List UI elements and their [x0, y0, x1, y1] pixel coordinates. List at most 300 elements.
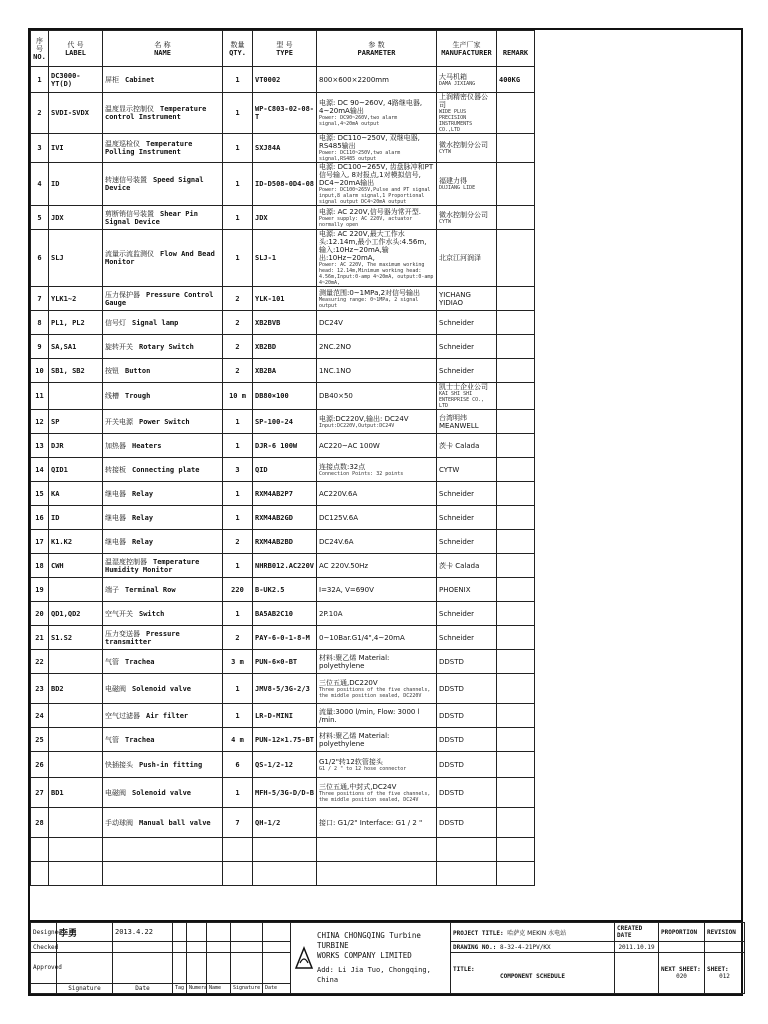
table-row	[31, 458, 535, 482]
row-type: MFH-5/3G-D/D-B	[255, 788, 315, 797]
row-param-main: G1/2"转12软管接头	[319, 757, 383, 766]
col-date-2: Date	[263, 983, 291, 993]
row-qty: 1	[235, 513, 240, 522]
row-qty: 2	[235, 294, 240, 303]
header-mfr-zh: 生产厂家	[452, 40, 481, 49]
row-no: 6	[37, 254, 42, 262]
row-manufacturer-sub: CYTW	[439, 218, 452, 225]
row-no: 24	[35, 711, 44, 720]
row-type: PUN-12×1.75-BT	[255, 735, 315, 744]
table-row	[31, 410, 535, 434]
row-no: 1	[37, 75, 42, 84]
row-name-zh: 继电器	[105, 489, 126, 498]
row-name-en: Power Switch	[139, 417, 190, 426]
row-type: NHRB012.AC220V	[255, 561, 315, 570]
next-sheet-label: NEXT SHEET:	[661, 965, 701, 973]
row-name-en: Relay	[132, 513, 154, 522]
row-param-main: AC 220V.50Hz	[319, 561, 369, 570]
row-manufacturer: Schneider	[439, 342, 475, 351]
row-name-en: Connecting plate	[132, 465, 200, 474]
col-tag: Tag	[173, 983, 187, 993]
row-qty: 2	[235, 318, 240, 327]
row-name-zh: 快插接头	[105, 760, 133, 769]
row-no: 27	[35, 788, 44, 797]
row-param-sub: Three positions of the five channels, the middle position sealed, DC24V	[319, 790, 431, 803]
row-manufacturer: 上润精密仪器公司	[439, 93, 488, 109]
row-param-sub: Power supply: AC 220V, actuator normally open	[319, 215, 413, 228]
row-name-en: Switch	[139, 609, 165, 618]
header-mfr-en: MANUFACTURER	[441, 48, 492, 57]
table-row	[31, 93, 535, 134]
row-manufacturer: Schneider	[439, 366, 475, 375]
row-param-main: 材料:聚乙烯 Material: polyethylene	[319, 731, 390, 748]
sheet-number: 012	[719, 972, 730, 980]
row-param-main: 800×600×2200mm	[319, 75, 389, 84]
row-qty: 2	[235, 342, 240, 351]
row-manufacturer-sub: WIDE PLUS PRECISION INSTRUMENTS CO.,LTD	[439, 109, 473, 133]
row-qty: 4 m	[231, 735, 244, 744]
table-row	[31, 311, 535, 335]
row-manufacturer: 茨卡 Calada	[439, 441, 480, 450]
row-name-zh: 按钮	[105, 366, 119, 375]
row-label: PL1, PL2	[51, 318, 85, 327]
row-label: BD1	[51, 788, 64, 797]
header-qty-zh: 数量	[230, 40, 245, 49]
row-param-sub: Power: AC 220V, The maximum working head: 12.14m,Minimum working head: 4.56m,Input:0-amp 4~20mA, output:0-amp 4~20mA,	[319, 262, 434, 286]
col-name: Name	[207, 983, 231, 993]
row-type: RXM4AB2P7	[255, 489, 293, 498]
row-qty: 1	[235, 788, 240, 797]
row-no: 5	[37, 213, 42, 222]
row-label: SP	[51, 417, 60, 426]
row-type: YLK-101	[255, 294, 285, 303]
next-sheet: 020	[676, 972, 687, 980]
row-name-en: Solenoid valve	[132, 788, 192, 797]
header-no-en: NO.	[33, 52, 46, 61]
designed-label: Designed	[31, 923, 57, 942]
row-name-zh: 空气过滤器	[105, 711, 140, 720]
row-no: 9	[37, 342, 42, 351]
row-type: JMV8-5/3G-2/3	[255, 684, 310, 693]
row-no: 4	[37, 180, 42, 188]
row-manufacturer: CYTW	[439, 465, 460, 474]
header-param-zh: 参 数	[368, 40, 385, 49]
header-param-en: PARAMETER	[357, 48, 396, 57]
table-row	[31, 359, 535, 383]
table-row	[31, 626, 535, 650]
row-qty: 1	[235, 417, 240, 426]
col-signature-2: Signature	[231, 983, 263, 993]
table-row	[31, 134, 535, 163]
row-manufacturer-sub: CYTW	[439, 149, 452, 155]
row-name-en: Air filter	[146, 711, 189, 720]
row-type: QH-1/2	[255, 818, 281, 827]
title-label: TITLE:	[453, 965, 475, 973]
row-manufacturer: YICHANG YIDIAO	[439, 290, 471, 307]
company-logo-icon	[295, 947, 313, 969]
row-param-main: 电源: DC 90~260V, 4路继电器, 4~20mA输出	[319, 99, 423, 115]
table-row-empty	[31, 838, 535, 862]
row-manufacturer: DDSTD	[439, 818, 464, 827]
row-qty: 6	[235, 760, 240, 769]
table-row	[31, 752, 535, 778]
row-qty: 10 m	[229, 392, 246, 400]
row-name-en: Temperature Polling Instrument	[105, 140, 193, 156]
table-row	[31, 287, 535, 311]
row-name-en: Trachea	[125, 735, 155, 744]
row-manufacturer: 凯士士企业公司	[439, 383, 488, 391]
row-param-main: I=32A, V=690V	[319, 585, 374, 594]
table-row	[31, 506, 535, 530]
row-param-main: 电源:DC220V,输出: DC24V	[319, 414, 409, 423]
row-name-zh: 温度巡检仪	[105, 140, 140, 148]
table-row	[31, 67, 535, 93]
row-manufacturer: Schneider	[439, 489, 475, 498]
project-title: 哈萨克 MEKIN 水电站	[507, 929, 567, 937]
title-block	[30, 920, 741, 994]
row-qty: 1	[235, 684, 240, 693]
row-manufacturer: DDSTD	[439, 760, 464, 769]
sheet-label: SHEET:	[707, 965, 729, 973]
row-manufacturer: Schneider	[439, 609, 475, 618]
row-name-en: Pressure Control Gauge	[105, 290, 214, 307]
table-row	[31, 778, 535, 808]
row-qty: 7	[235, 818, 240, 827]
row-name-zh: 压力保护器	[105, 290, 140, 299]
row-param-main: 测量范围:0~1MPa,2对信号输出	[319, 288, 421, 297]
row-name-zh: 继电器	[105, 513, 126, 522]
row-label: YLK1~2	[51, 294, 77, 303]
row-param-sub: Power: DC100~265V,Pulse and PT signal input,8 alarm signal,1 Proportional signal output DC4~20mA output	[319, 187, 431, 205]
row-manufacturer: 台湾明纬 MEANWELL	[439, 413, 479, 430]
row-label: S1.S2	[51, 633, 73, 642]
row-manufacturer: 茨卡 Calada	[439, 561, 480, 570]
row-qty: 1	[235, 213, 240, 222]
row-name-zh: 气管	[105, 735, 119, 744]
table-row-empty	[31, 862, 535, 886]
proportion-label: PROPORTION	[659, 923, 705, 942]
row-qty: 1	[235, 609, 240, 618]
row-no: 19	[35, 585, 44, 594]
row-type: LR-D-MINI	[255, 711, 293, 720]
row-name-en: Relay	[132, 489, 154, 498]
row-param-main: 电源: DC110~250V, 双继电器, RS485输出	[319, 134, 420, 150]
row-param-main: 0~10Bar.G1/4",4~20mA	[319, 633, 405, 642]
row-no: 25	[35, 735, 44, 744]
row-label: SB1, SB2	[51, 366, 85, 375]
row-qty: 1	[235, 489, 240, 498]
table-row	[31, 206, 535, 230]
row-param-sub: Input:DC220V,Output:DC24V	[319, 422, 395, 429]
row-remark: 400KG	[499, 75, 521, 84]
drawing-sheet	[28, 28, 743, 996]
row-type: ID-D508-0D4-08	[255, 180, 315, 188]
row-no: 2	[37, 109, 42, 117]
row-param-main: AC220V.6A	[319, 489, 358, 498]
row-name-en: Speed Signal Device	[105, 176, 204, 192]
row-type: DB80×100	[255, 392, 289, 400]
header-no-zh: 序号	[36, 36, 43, 53]
row-no: 23	[35, 684, 44, 693]
row-label: KA	[51, 489, 60, 498]
row-name-en: Temperature Humidity Monitor	[105, 557, 200, 574]
row-manufacturer: 微水控制分公司	[439, 210, 488, 219]
row-name-zh: 线槽	[105, 392, 119, 400]
row-type: RXM4AB2GD	[255, 513, 293, 522]
row-no: 28	[35, 818, 44, 827]
row-name-zh: 剪断销信号装置	[105, 209, 154, 218]
row-type: WP-C803-02-08-T	[255, 105, 315, 121]
row-type: SP-100-24	[255, 417, 293, 426]
row-name-zh: 开关电源	[105, 417, 133, 426]
row-param-main: 电源: AC 220V,最大工作水头:12.14m,最小工作水头:4.56m, 输入:10Hz~20mA,输出:10Hz~20mA,	[319, 230, 427, 262]
company-name-line1: CHINA CHONGQING Turbine TURBINE	[317, 931, 421, 950]
table-row	[31, 383, 535, 410]
header-type-zh: 型 号	[276, 40, 293, 49]
row-manufacturer: 大马机箱	[439, 72, 467, 81]
header-label-en: LABEL	[64, 48, 87, 57]
col-signature: Signature	[57, 983, 113, 993]
row-type: DJR-6 100W	[255, 441, 298, 450]
row-qty: 1	[235, 144, 240, 152]
row-name-en: Flow And Bead Monitor	[105, 250, 215, 266]
row-name-zh: 气管	[105, 657, 119, 666]
table-row	[31, 530, 535, 554]
row-label: SA,SA1	[51, 342, 77, 351]
col-numera: Numera	[187, 983, 207, 993]
row-param-main: 连接点数:32点	[319, 462, 366, 471]
row-name-en: Terminal Row	[125, 585, 176, 594]
row-no: 22	[35, 657, 44, 666]
row-no: 14	[35, 465, 44, 474]
row-type: QID	[255, 465, 268, 474]
row-label: BD2	[51, 684, 64, 693]
row-param-main: 电源: AC 220V,信号器为常开型.	[319, 207, 421, 216]
row-param-main: DB40×50	[319, 392, 353, 400]
created-date: 2011.10.19	[615, 942, 659, 952]
table-row	[31, 602, 535, 626]
created-date-label: CREATED DATE	[615, 923, 659, 942]
row-label: IVI	[51, 144, 64, 152]
row-name-en: Temperature control Instrument	[105, 105, 207, 121]
row-name-zh: 流量示流监测仪	[105, 250, 154, 258]
row-name-zh: 温度显示控制仪	[105, 105, 154, 113]
row-label: DC3000-YT(D)	[51, 71, 81, 88]
row-name-zh: 电磁阀	[105, 788, 126, 797]
row-manufacturer: DDSTD	[439, 735, 464, 744]
row-param-sub: Measuring range: 0~1MPa, 2 signal output	[319, 296, 419, 309]
table-row	[31, 578, 535, 602]
row-no: 8	[37, 318, 42, 327]
table-row	[31, 674, 535, 704]
approved-label: Approved	[31, 952, 57, 983]
row-param-main: DC24V.6A	[319, 537, 354, 546]
row-label: QD1,QD2	[51, 609, 81, 618]
row-qty: 1	[235, 561, 240, 570]
row-name-zh: 手动球阀	[105, 818, 133, 827]
row-name-zh: 屏柜	[105, 75, 119, 84]
row-type: XB2BD	[255, 342, 277, 351]
row-no: 26	[35, 760, 44, 769]
row-manufacturer-sub: DAMA JIXIANG	[439, 80, 476, 87]
drawing-no: 8-32-4-21PV/KX	[499, 943, 551, 951]
table-row	[31, 434, 535, 458]
table-header	[31, 31, 535, 67]
row-param-main: 2NC.2NO	[319, 342, 352, 351]
row-name-zh: 继电器	[105, 537, 126, 546]
revision-label: REVISION	[705, 923, 745, 942]
row-manufacturer-sub: KAI SHI SHI ENTERPRISE CO., LTD	[439, 391, 485, 409]
row-param-sub: Three positions of the five channels, the middle position sealed, DC220V	[319, 686, 431, 699]
row-qty: 1	[235, 75, 240, 84]
row-type: VT0002	[255, 75, 281, 84]
row-label: QID1	[51, 465, 68, 474]
row-type: QS-1/2-12	[255, 760, 293, 769]
row-manufacturer: DDSTD	[439, 657, 464, 666]
company-name-line2: WORKS COMPANY LIMITED	[317, 951, 412, 960]
row-no: 11	[35, 392, 44, 400]
table-row	[31, 163, 535, 206]
table-row	[31, 482, 535, 506]
row-label: ID	[51, 180, 60, 188]
component-schedule-table	[30, 30, 535, 886]
row-param-main: 三位五通,中封式,DC24V	[319, 782, 397, 791]
row-qty: 3	[235, 465, 240, 474]
company-address: Add: Li Jia Tuo, Chongqing, China	[317, 966, 431, 984]
row-label: K1.K2	[51, 537, 73, 546]
row-type: PUN-6×0-BT	[255, 657, 298, 666]
row-param-sub: Power: DC90~260V,two alarm signal,4~20mA output	[319, 115, 398, 127]
row-manufacturer: Schneider	[439, 537, 475, 546]
row-param-main: 流量:3000 l/min, Flow: 3000 l /min.	[319, 707, 420, 724]
table-row	[31, 230, 535, 287]
header-type-en: TYPE	[276, 48, 293, 57]
row-name-zh: 空气开关	[105, 609, 133, 618]
row-name-zh: 转速信号装置	[105, 176, 147, 184]
row-no: 13	[35, 441, 44, 450]
drawing-title: COMPONENT SCHEDULE	[499, 972, 566, 980]
row-name-zh: 旋转开关	[105, 342, 133, 351]
row-name-zh: 温湿度控制器	[105, 557, 147, 566]
header-label-zh: 代 号	[67, 40, 84, 49]
designer-signature: 李勇	[57, 923, 113, 942]
row-type: B-UK2.5	[255, 585, 285, 594]
row-no: 3	[37, 144, 42, 152]
row-name-en: Trachea	[125, 657, 155, 666]
row-qty: 2	[235, 537, 240, 546]
project-title-label: PROJECT TITLE:	[453, 929, 504, 937]
drawing-no-label: DRAWING NO.:	[453, 943, 497, 951]
row-label: SLJ	[51, 254, 64, 262]
row-manufacturer: DDSTD	[439, 684, 464, 693]
row-manufacturer: PHOENIX	[439, 585, 471, 594]
row-no: 21	[35, 633, 44, 642]
row-manufacturer-sub: DUJIANG LIDE	[439, 185, 476, 191]
row-param-main: 电源: DC100~265V, 齿盘脉冲和PT信号输入, 8对报点,1对模拟信号, DC4~20mA输出	[319, 163, 434, 187]
row-param-main: 2P.10A	[319, 609, 343, 618]
row-name-en: Rotary Switch	[139, 342, 194, 351]
row-label: JDX	[51, 213, 64, 222]
row-name-zh: 端子	[105, 585, 119, 594]
row-type: BA5AB2C10	[255, 609, 293, 618]
row-name-en: Signal lamp	[132, 318, 179, 327]
row-name-zh: 压力变送器	[105, 629, 140, 638]
header-qty-en: QTY.	[229, 48, 246, 57]
row-no: 7	[37, 294, 42, 303]
table-row	[31, 728, 535, 752]
row-type: RXM4AB2BD	[255, 537, 293, 546]
row-param-main: 三位五通,DC220V	[319, 678, 378, 687]
row-name-en: Manual ball valve	[139, 818, 211, 827]
row-param-main: 接口: G1/2" Interface: G1 / 2 "	[319, 818, 423, 827]
row-name-en: Button	[125, 366, 151, 375]
row-type: JDX	[255, 213, 268, 222]
row-param-main: 材料:聚乙烯 Material: polyethylene	[319, 653, 390, 670]
row-param-main: DC24V	[319, 318, 343, 327]
row-name-zh: 电磁阀	[105, 684, 126, 693]
row-qty: 220	[231, 585, 244, 594]
row-param-main: AC220~AC 100W	[319, 441, 380, 450]
row-no: 18	[35, 561, 44, 570]
table-row	[31, 554, 535, 578]
row-qty: 1	[235, 109, 240, 117]
row-name-en: Relay	[132, 537, 154, 546]
row-name-en: Cabinet	[125, 75, 155, 84]
row-qty: 2	[235, 633, 240, 642]
row-param-sub: Power: DC110~250V,two alarm signal,RS485 output	[319, 150, 401, 162]
row-manufacturer: 北京江河润泽	[439, 254, 481, 262]
table-row	[31, 335, 535, 359]
table-row	[31, 808, 535, 838]
row-manufacturer: DDSTD	[439, 711, 464, 720]
row-no: 12	[35, 417, 44, 426]
table-row	[31, 704, 535, 728]
row-type: XB2BA	[255, 366, 277, 375]
row-param-main: 1NC.1NO	[319, 366, 352, 375]
row-manufacturer: DDSTD	[439, 788, 464, 797]
row-type: PAY-6-0-1-8-M	[255, 633, 310, 642]
row-name-en: Push-in fitting	[139, 760, 203, 769]
col-date: Date	[113, 983, 173, 993]
row-label: DJR	[51, 441, 64, 450]
row-name-zh: 信号灯	[105, 318, 126, 327]
row-no: 16	[35, 513, 44, 522]
row-type: SXJ84A	[255, 144, 281, 152]
row-param-sub: G1 / 2 " to 12 hose connector	[319, 765, 407, 772]
row-param-sub: Connection Points: 32 points	[319, 470, 404, 477]
row-qty: 1	[235, 180, 240, 188]
row-label: CWH	[51, 561, 64, 570]
row-manufacturer: Schneider	[439, 513, 475, 522]
row-type: SLJ-1	[255, 254, 277, 262]
row-name-en: Solenoid valve	[132, 684, 192, 693]
row-no: 20	[35, 609, 44, 618]
row-qty: 1	[235, 254, 240, 262]
table-row	[31, 650, 535, 674]
row-name-en: Pressure transmitter	[105, 629, 180, 646]
design-date: 2013.4.22	[113, 923, 173, 942]
row-no: 17	[35, 537, 44, 546]
row-name-zh: 加热器	[105, 441, 126, 450]
row-manufacturer: Schneider	[439, 318, 475, 327]
row-name-en: Shear Pin Signal Device	[105, 209, 198, 226]
row-no: 10	[35, 366, 44, 375]
header-name-zh: 名 称	[154, 40, 171, 49]
row-label: ID	[51, 513, 60, 522]
row-qty: 2	[235, 366, 240, 375]
row-manufacturer: 微水控制分公司	[439, 141, 488, 149]
row-qty: 3 m	[231, 657, 244, 666]
